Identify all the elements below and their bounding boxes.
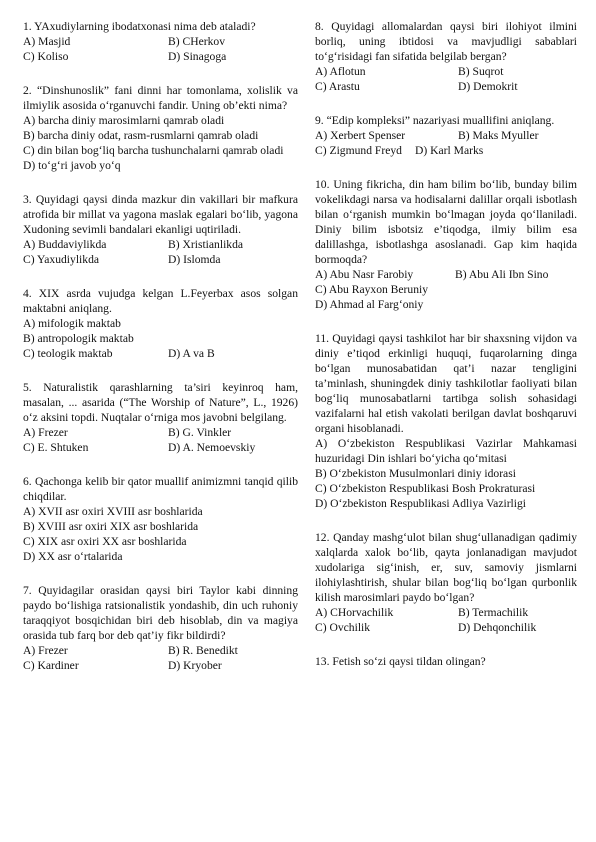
question-11	[315, 331, 577, 511]
option-d[interactable]: D) Islomda	[168, 253, 221, 266]
option-c[interactable]: C) Kardiner	[23, 659, 79, 672]
answer-row	[315, 64, 577, 79]
option-a[interactable]: A) XVII asr oxiri XVIII asr boshlarida	[23, 505, 203, 518]
option-b[interactable]: B) Abu Ali Ibn Sino	[455, 268, 549, 281]
option-d[interactable]: D) Ahmad al Farg‘oniy	[315, 298, 424, 311]
option-a[interactable]: A) Buddaviylikda	[23, 238, 107, 251]
option-d[interactable]: D) to‘g‘ri javob yo‘q	[23, 159, 121, 172]
option-d[interactable]: D) O‘zbekiston Respublikasi Adliya Vazirligi	[315, 497, 527, 510]
question-2-text: 2. “Dinshunoslik” fani dinni har tomonlama, xolislik va ilmiylik asosida o‘rganuvchi fandir. Uning ob’ekti nima?	[23, 84, 298, 112]
answer-row	[23, 658, 298, 673]
option-a[interactable]: A) Abu Nasr Farobiy	[315, 268, 414, 281]
option-b[interactable]: B) Termachilik	[458, 606, 529, 619]
question-5-text: 5. Naturalistik qarashlarning ta’siri keyinroq ham, masalan, ... asarida (“The Worship of Nature”, L., 1926) o‘z aksini topdi. Nuqtalar o‘rniga mos javobni belgilang.	[23, 381, 298, 424]
option-d[interactable]: D) Kryober	[168, 659, 222, 672]
answer-row	[315, 79, 577, 94]
option-c[interactable]: C) din bilan bog‘liq barcha tushunchalarni qamrab oladi	[23, 144, 284, 157]
answer-row	[23, 440, 298, 455]
question-4	[23, 286, 298, 361]
question-2	[23, 83, 298, 173]
answer-row	[315, 620, 577, 635]
question-7-text: 7. Quyidagilar orasidan qaysi biri Taylor kabi dinning paydo bo‘lishiga ratsionalistik yondashib, din uch ruhoniy taraqqiyot bosqichidan biri deb hisoblab, din va magiya orasida tub farq bor deb qat’iy fikr bildirdi?	[23, 584, 298, 642]
answer-row	[23, 252, 298, 267]
option-b[interactable]: B) Xristianlikda	[168, 238, 244, 251]
answer-row	[315, 267, 577, 282]
option-a[interactable]: A) CHorvachilik	[315, 606, 394, 619]
option-c[interactable]: C) Ovchilik	[315, 621, 371, 634]
answer-row	[23, 425, 298, 440]
question-9-text: 9. “Edip kompleksi” nazariyasi muallifini aniqlang.	[315, 114, 555, 127]
question-10	[315, 177, 577, 312]
option-c[interactable]: C) O‘zbekiston Respublikasi Bosh Prokraturasi	[315, 482, 536, 495]
option-b[interactable]: B) CHerkov	[168, 35, 225, 48]
question-12-text: 12. Qanday mashg‘ulot bilan shug‘ullanadigan qadimiy xalqlarda xalok bo‘lib, qayta jonlanadigan mavjudot xudolariga sig‘inish, er, suv, samoviy jismlarni ilohiylashtirish, shular bilan bog‘liq bo‘lgan qurbonlik kilish marosimlari paydo bo‘lgan?	[315, 531, 577, 604]
answer-row	[23, 643, 298, 658]
option-b[interactable]: B) G. Vinkler	[168, 426, 232, 439]
option-a[interactable]: A) Frezer	[23, 426, 68, 439]
option-c[interactable]: C) teologik maktab	[23, 347, 113, 360]
option-c[interactable]: C) Abu Rayxon Beruniy	[315, 283, 429, 296]
question-13-text: 13. Fetish so‘zi qaysi tildan olingan?	[315, 655, 486, 668]
option-b[interactable]: B) antropologik maktab	[23, 332, 134, 345]
option-c[interactable]: C) XIX asr oxiri XX asr boshlarida	[23, 535, 187, 548]
answer-row	[23, 237, 298, 252]
question-13	[315, 654, 577, 669]
answer-row	[23, 34, 298, 49]
answer-row	[315, 605, 577, 620]
left-column	[23, 19, 298, 692]
option-c[interactable]: C) Zigmund Freyd	[315, 144, 402, 157]
question-12	[315, 530, 577, 635]
question-3	[23, 192, 298, 267]
option-a[interactable]: A) barcha diniy marosimlarni qamrab oladi	[23, 114, 225, 127]
option-c[interactable]: C) Arastu	[315, 80, 360, 93]
question-8	[315, 19, 577, 94]
answer-row	[23, 49, 298, 64]
option-d[interactable]: D) A. Nemoevskiy	[168, 441, 256, 454]
option-a[interactable]: A) O‘zbekiston Respublikasi Vazirlar Mahkamasi huzuridagi Din ishlari bo‘yicha qo‘mitasi	[315, 437, 577, 465]
option-a[interactable]: A) mifologik maktab	[23, 317, 121, 330]
question-6-text: 6. Qachonga kelib bir qator muallif animizmni tanqid qilib chiqdilar.	[23, 475, 298, 503]
option-c[interactable]: C) E. Shtuken	[23, 441, 89, 454]
option-b[interactable]: B) barcha diniy odat, rasm-rusmlarni qamrab oladi	[23, 129, 259, 142]
option-b[interactable]: B) O‘zbekiston Musulmonlari diniy idorasi	[315, 467, 516, 480]
option-a[interactable]: A) Xerbert Spenser	[315, 129, 406, 142]
question-7	[23, 583, 298, 673]
question-8-text: 8. Quyidagi allomalardan qaysi biri ilohiyot ilmini borliq, uning ibtidosi va mavjudligi sabablari to‘g‘risidagi fan sifatida belgilab bergan?	[315, 20, 577, 63]
question-9	[315, 113, 577, 158]
question-4-text: 4. XIX asrda vujudga kelgan L.Feyerbax asos solgan maktabni aniqlang.	[23, 287, 298, 315]
option-d[interactable]: D) XX asr o‘rtalarida	[23, 550, 123, 563]
answer-row	[315, 143, 577, 158]
option-c[interactable]: C) Koliso	[23, 50, 69, 63]
option-d[interactable]: D) A va B	[168, 347, 215, 360]
option-b[interactable]: B) XVIII asr oxiri XIX asr boshlarida	[23, 520, 199, 533]
option-d[interactable]: D) Demokrit	[458, 80, 518, 93]
option-c[interactable]: C) Yaxudiylikda	[23, 253, 100, 266]
option-d[interactable]: D) Karl Marks	[415, 144, 484, 157]
question-6	[23, 474, 298, 564]
question-10-text: 10. Uning fikricha, din ham bilim bo‘lib, bunday bilim vokelikdagi narsa va hodisalarni dalillar orqali isbotlash bilan o‘rganish mumkin bo‘lmagan joyda qo‘llaniladi. Diniy bilim isbotsiz e’tiqodga, ilmiy bilim esa dalillashga, isbotlashga asoslanadi. Gap kim haqida bormoqda?	[315, 178, 577, 266]
question-1-text: 1. YAxudiylarning ibodatxonasi nima deb ataladi?	[23, 20, 256, 33]
answer-row	[23, 346, 298, 361]
question-5	[23, 380, 298, 455]
answer-row	[315, 128, 577, 143]
option-b[interactable]: B) Suqrot	[458, 65, 504, 78]
option-a[interactable]: A) Masjid	[23, 35, 71, 48]
option-a[interactable]: A) Aflotun	[315, 65, 366, 78]
question-11-text: 11. Quyidagi qaysi tashkilot har bir shaxsning vijdon va diniy e’tiqod erkinligi huquqi, fuqarolarning dinga bo‘lgan munosabatidan qat’i nazar tengligini ta’minlash, shuningdek diniy tashkilotlar faoliyati bilan bog‘liq munosabatlarni tartibga solish sohasidagi vazifalarni hal etish vakolati berilgan davlat boshqaruvi organi hisoblanadi.	[315, 332, 577, 435]
option-b[interactable]: B) Maks Myuller	[458, 129, 539, 142]
option-a[interactable]: A) Frezer	[23, 644, 68, 657]
option-d[interactable]: D) Sinagoga	[168, 50, 227, 63]
option-b[interactable]: B) R. Benedikt	[168, 644, 238, 657]
option-d[interactable]: D) Dehqonchilik	[458, 621, 537, 634]
question-1	[23, 19, 298, 64]
question-3-text: 3. Quyidagi qaysi dinda mazkur din vakillari bir mafkura atrofida bir millat va yagona maslak egalari bo‘lib, yagona Xudoning sevimli bandalari ekanligi uqtiriladi.	[23, 193, 298, 236]
right-column	[315, 19, 577, 688]
